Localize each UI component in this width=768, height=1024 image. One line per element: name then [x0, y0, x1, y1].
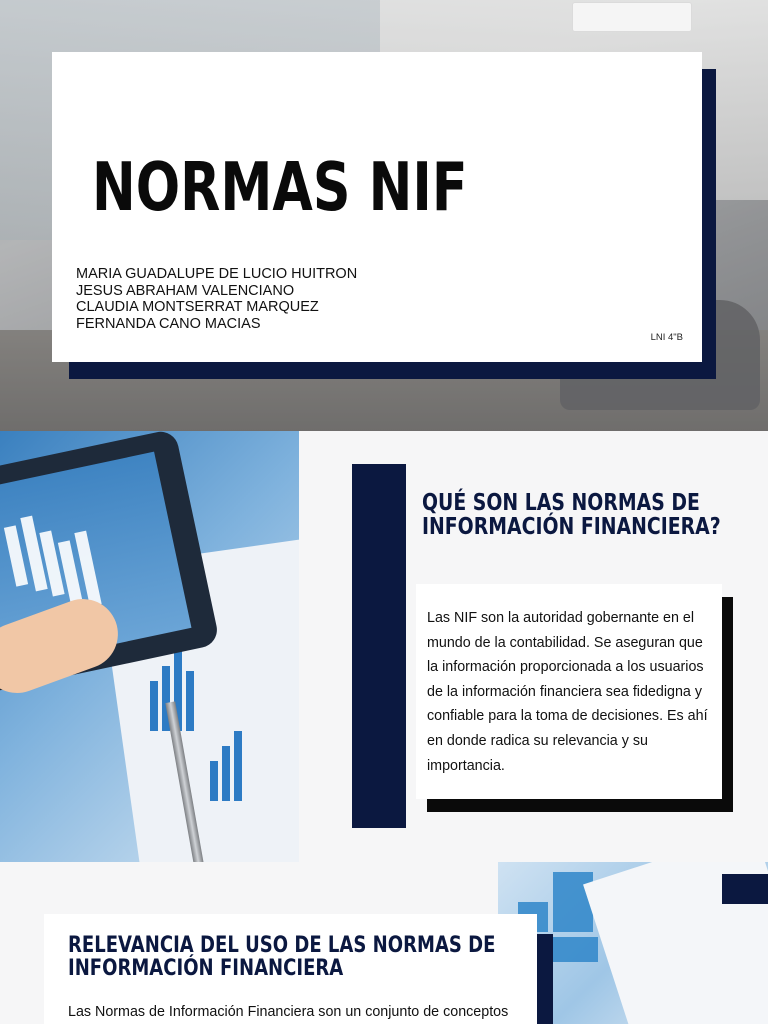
- author-name: JESUS ABRAHAM VALENCIANO: [76, 282, 295, 299]
- page-title: NORMAS NIF: [92, 148, 468, 226]
- section-heading-que-son: [422, 490, 721, 540]
- heading-line: RELEVANCIA DEL USO DE LAS NORMAS DE: [68, 933, 496, 958]
- heading-line: QUÉ SON LAS NORMAS DE: [422, 490, 700, 516]
- accent-bar: [537, 934, 553, 1024]
- author-name: FERNANDA CANO MACIAS: [76, 315, 261, 332]
- section-heading-relevancia: [68, 934, 495, 980]
- text-card: [416, 584, 722, 799]
- paragraph-que-son: Las NIF son la autoridad gobernante en el mundo de la contabilidad. Se aseguran que la información proporcionada a los usuarios de la información financiera sea fidedigna y confiable para la toma de decisiones. Es ahí en donde radica su relevancia y su importancia.: [427, 610, 708, 774]
- author-name: MARIA GUADALUPE DE LUCIO HUITRON: [76, 266, 358, 282]
- paragraph-relevancia: Las Normas de Información Financiera son un conjunto de conceptos: [68, 1004, 509, 1020]
- author-list: [76, 266, 357, 332]
- author-name: CLAUDIA MONTSERRAT MARQUEZ: [76, 299, 319, 315]
- heading-line: INFORMACIÓN FINANCIERA?: [422, 514, 721, 540]
- group-label: LNI 4"B: [650, 332, 683, 343]
- accent-bar: [352, 464, 406, 828]
- title-card: [52, 52, 702, 362]
- accent-tag: [722, 874, 768, 904]
- tablet-charts-photo: [0, 431, 299, 862]
- relevancia-card: [44, 914, 537, 1024]
- heading-line: INFORMACIÓN FINANCIERA: [68, 956, 344, 981]
